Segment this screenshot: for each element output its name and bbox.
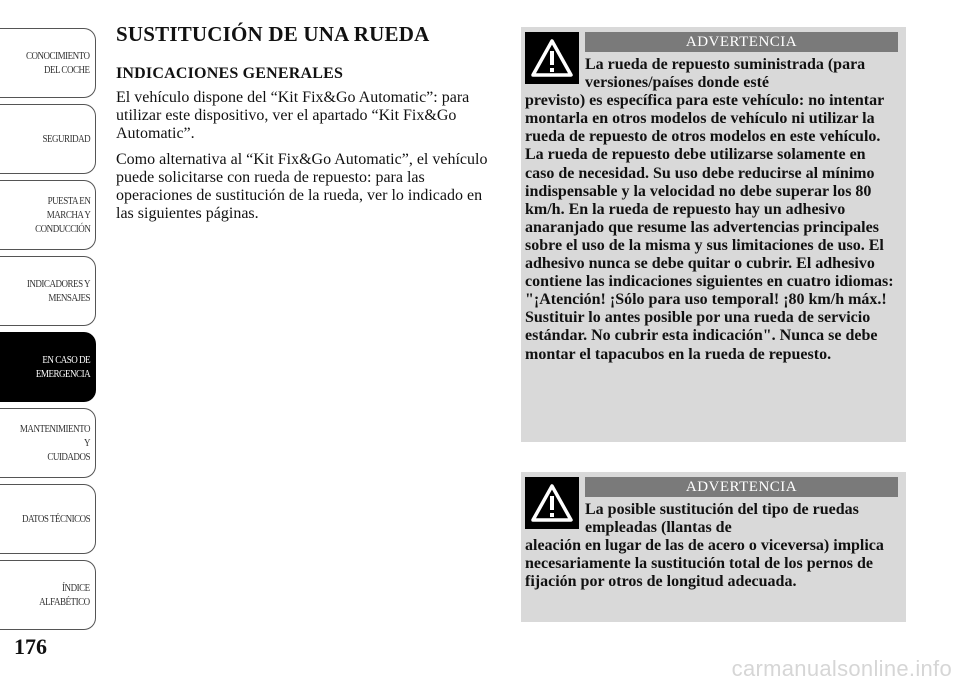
tab-label: CONOCIMIENTO DEL COCHE	[26, 50, 90, 76]
warning-header: ADVERTENCIA	[585, 32, 898, 52]
warning-first-line: La rueda de repuesto suministrada (para versiones/países donde esté	[585, 56, 866, 92]
tab-label: ÍNDICE ALFABÉTICO	[39, 582, 90, 608]
main-content	[116, 22, 496, 231]
sub-title: INDICACIONES GENERALES	[116, 65, 344, 82]
tab-datos-tecnicos[interactable]	[0, 484, 96, 554]
warning-body: aleación en lugar de las de acero o viceversa) implica necesariamente la sustitución total de los pernos de fijación por otros de longitud adecuada.	[525, 537, 884, 591]
tab-puesta-en-marcha[interactable]	[0, 180, 96, 250]
tab-conocimiento-del-coche[interactable]	[0, 28, 96, 98]
warning-triangle-icon	[525, 477, 579, 529]
warning-box-spare-wheel	[521, 27, 906, 442]
tab-seguridad[interactable]	[0, 104, 96, 174]
tab-indicadores-y-mensajes[interactable]	[0, 256, 96, 326]
paragraph-kit-fixgo: El vehículo dispone del “Kit Fix&Go Automatic”: para utilizar este dispositivo, ver el apartado “Kit Fix&Go Automatic”.	[116, 89, 470, 142]
warning-text	[525, 501, 898, 591]
warning-body: previsto) es específica para este vehículo: no intentar montarla en otros modelos de vehículo ni utilizar la rueda de repuesto de otros modelos en este vehículo. La rueda de repuesto debe utilizarse solamente en caso de necesidad. Su uso debe reducirse al mínimo indispensable y la velocidad no debe superar los 80 km/h. En la rueda de repuesto hay un adhesivo anaranjado que resume las advertencias principales sobre el uso de la misma y sus limitaciones de uso. El adhesivo nunca se debe quitar o cubrir. El adhesivo contiene las indicaciones siguientes en cuatro idiomas: "¡Atención! ¡Sólo para uso temporal! ¡80 km/h máx.! Sustituir lo antes posible por una rueda de servicio estándar. No cubrir esta indicación". Nunca se debe montar el tapacubos en la rueda de repuesto.	[525, 92, 894, 363]
warning-text	[525, 56, 898, 364]
tab-en-caso-de-emergencia[interactable]	[0, 332, 96, 402]
tab-label: MANTENIMIENTO Y CUIDADOS	[19, 423, 90, 463]
warning-triangle-icon	[525, 32, 579, 84]
tab-label: PUESTA EN MARCHA Y CONDUCCIÓN	[34, 195, 90, 235]
warning-box-wheel-type	[521, 472, 906, 622]
tab-label: DATOS TÉCNICOS	[21, 513, 90, 525]
paragraph-spare-wheel: Como alternativa al “Kit Fix&Go Automatic”, el vehículo puede solicitarse con rueda de repuesto: para las operaciones de sustitución de la rueda, ver lo indicado en las siguientes páginas.	[116, 151, 488, 222]
page-number: 176	[14, 634, 47, 659]
tab-indice-alfabetico[interactable]	[0, 560, 96, 630]
tab-label: SEGURIDAD	[42, 133, 90, 145]
warning-first-line: La posible sustitución del tipo de ruedas empleadas (llantas de	[585, 501, 859, 537]
watermark: carmanualsonline.info	[731, 656, 952, 681]
tab-label: EN CASO DE EMERGENCIA	[35, 354, 90, 380]
warning-header: ADVERTENCIA	[585, 477, 898, 497]
tab-mantenimiento-y-cuidados[interactable]	[0, 408, 96, 478]
section-title: SUSTITUCIÓN DE UNA RUEDA	[116, 22, 430, 46]
tab-label: INDICADORES Y MENSAJES	[26, 278, 90, 304]
